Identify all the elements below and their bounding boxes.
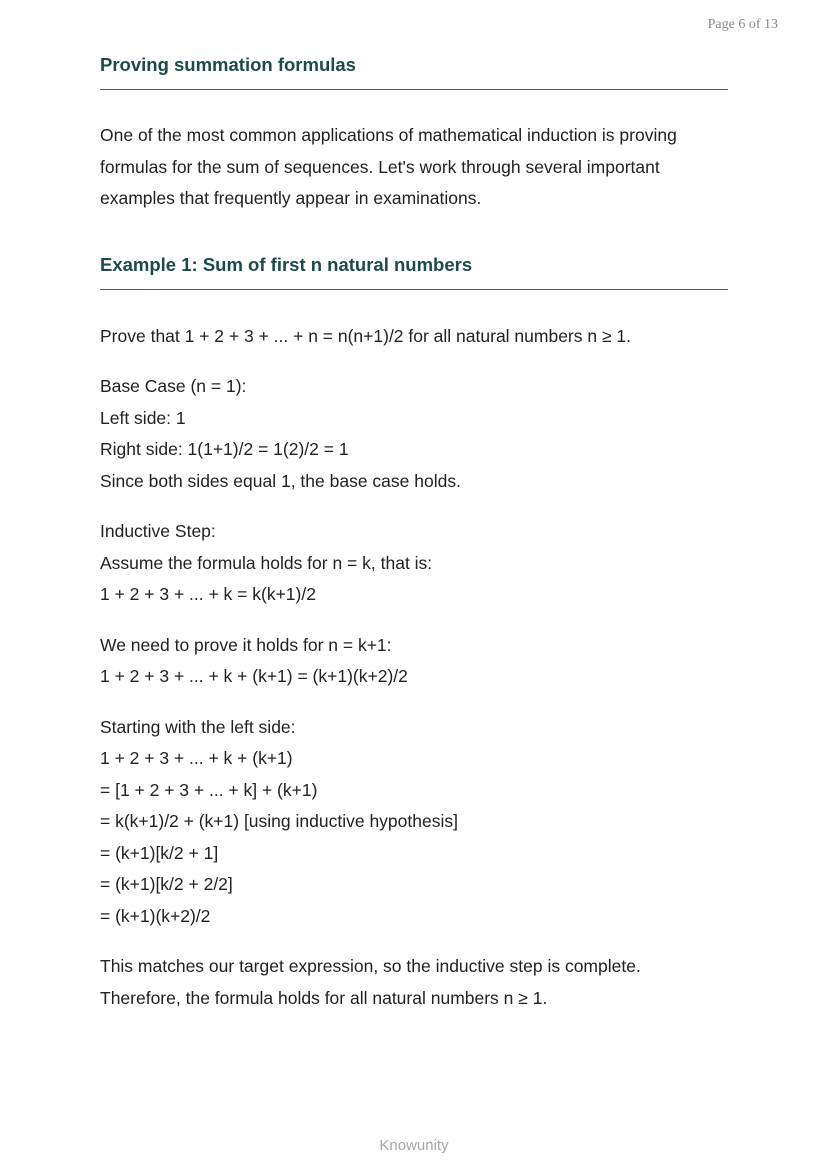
intro-line: formulas for the sum of sequences. Let's work through several important — [100, 156, 660, 177]
derivation-line: Starting with the left side: — [100, 716, 296, 737]
base-case-line: Right side: 1(1+1)/2 = 1(2)/2 = 1 — [100, 439, 349, 459]
derivation-line: = [1 + 2 + 3 + ... + k] + (k+1) — [100, 779, 318, 800]
need-to-prove — [100, 630, 728, 693]
derivation-line: 1 + 2 + 3 + ... + k + (k+1) — [100, 748, 293, 768]
base-case — [100, 371, 728, 497]
page-number: Page 6 of 13 — [707, 17, 778, 32]
inductive-step — [100, 516, 728, 611]
need-to-prove-line: We need to prove it holds for n = k+1: — [100, 634, 392, 655]
conclusion-line: This matches our target expression, so the inductive step is complete. — [100, 956, 641, 976]
need-to-prove-line: 1 + 2 + 3 + ... + k + (k+1) = (k+1)(k+2)/2 — [100, 666, 408, 686]
derivation — [100, 712, 728, 933]
footer-brand: Knowunity — [379, 1137, 449, 1154]
derivation-line: = (k+1)[k/2 + 2/2] — [100, 874, 233, 894]
base-case-line: Left side: 1 — [100, 407, 186, 428]
inductive-step-line: Inductive Step: — [100, 521, 216, 541]
example-heading: Example 1: Sum of first n natural numbers — [100, 252, 728, 290]
base-case-line: Base Case (n = 1): — [100, 376, 247, 396]
conclusion-line: Therefore, the formula holds for all natural numbers n ≥ 1. — [100, 987, 548, 1008]
intro-line: examples that frequently appear in examinations. — [100, 188, 482, 208]
statement-line: Prove that 1 + 2 + 3 + ... + n = n(n+1)/2 for all natural numbers n ≥ 1. — [100, 325, 632, 346]
base-case-line: Since both sides equal 1, the base case holds. — [100, 470, 461, 491]
inductive-step-line: 1 + 2 + 3 + ... + k = k(k+1)/2 — [100, 584, 316, 604]
document-content — [100, 52, 728, 1014]
problem-statement — [100, 321, 728, 353]
inductive-step-line: Assume the formula holds for n = k, that is: — [100, 552, 433, 573]
derivation-line: = k(k+1)/2 + (k+1) [using inductive hypothesis] — [100, 811, 458, 831]
intro-line: One of the most common applications of mathematical induction is proving — [100, 125, 677, 145]
intro-paragraph — [100, 120, 728, 215]
section-heading: Proving summation formulas — [100, 52, 728, 90]
conclusion — [100, 951, 728, 1014]
derivation-line: = (k+1)(k+2)/2 — [100, 905, 211, 926]
derivation-line: = (k+1)[k/2 + 1] — [100, 842, 219, 863]
